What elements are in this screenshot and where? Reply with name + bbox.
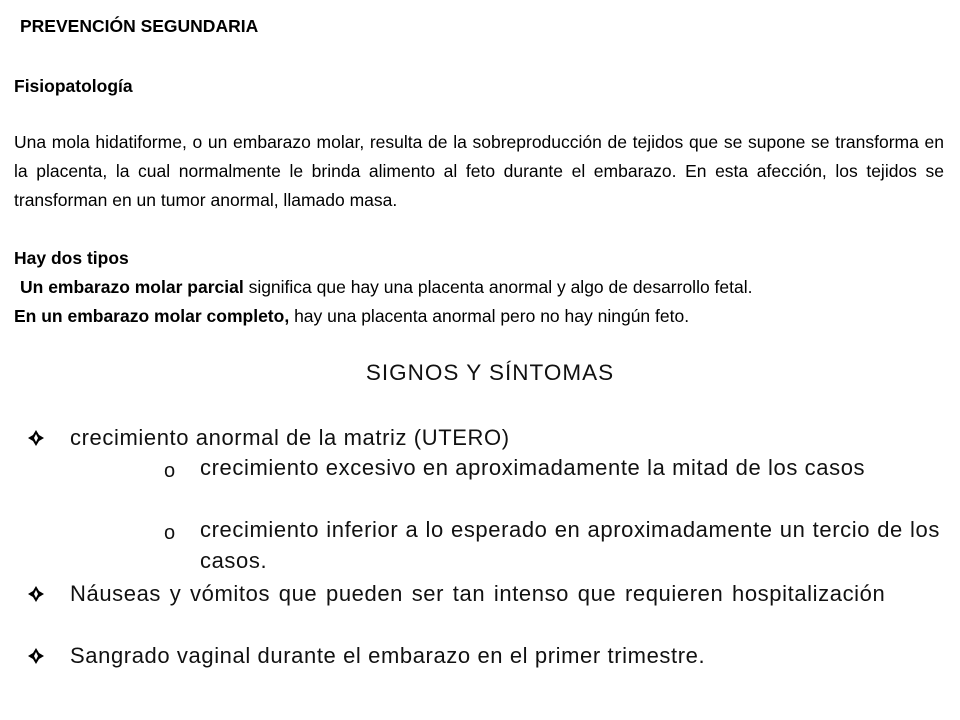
page-title: PREVENCIÓN SEGUNDARIA: [20, 16, 259, 36]
complete-type-lead: En un embarazo molar completo,: [14, 306, 290, 326]
diamond-bullet-icon: [28, 430, 44, 446]
diamond-bullet-icon: [28, 586, 44, 602]
signs-item: [28, 640, 940, 671]
signs-item: [28, 422, 940, 453]
intro-paragraph: Una mola hidatiforme, o un embarazo molar, resulta de la sobreproducción de tejidos que se supone se transforma en la placenta, la cual normalmente le brinda alimento al feto durante el embarazo. En esta afección, los tejidos se transforman en un tumor anormal, llamado masa.: [14, 132, 944, 210]
partial-type-line: [20, 273, 944, 302]
signs-subitem-text: crecimiento inferior a lo esperado en aproximadamente un tercio de los casos.: [200, 517, 940, 573]
circle-bullet-icon: o: [164, 522, 176, 544]
signs-subitem: [164, 452, 940, 514]
partial-type-rest: significa que hay una placenta anormal y algo de desarrollo fetal.: [243, 277, 753, 297]
signs-item-text: Náuseas y vómitos que pueden ser tan intenso que requieren hospitalización: [70, 581, 886, 606]
signs-item-text: crecimiento anormal de la matriz (UTERO): [70, 425, 510, 450]
partial-type-lead: Un embarazo molar parcial: [20, 277, 244, 297]
signs-subitem: [164, 514, 940, 576]
section-heading: Fisiopatología: [14, 76, 133, 96]
types-heading: Hay dos tipos: [14, 248, 129, 268]
signs-item-text: Sangrado vaginal durante el embarazo en el primer trimestre.: [70, 643, 706, 668]
signs-subitem-text: crecimiento excesivo en aproximadamente la mitad de los casos: [200, 455, 866, 480]
signs-item: [28, 578, 940, 640]
diamond-bullet-icon: [28, 648, 44, 664]
complete-type-rest: hay una placenta anormal pero no hay ningún feto.: [289, 306, 690, 326]
circle-bullet-icon: o: [164, 460, 176, 482]
signs-title: SIGNOS Y SÍNTOMAS: [365, 360, 615, 385]
complete-type-line: [14, 302, 944, 331]
